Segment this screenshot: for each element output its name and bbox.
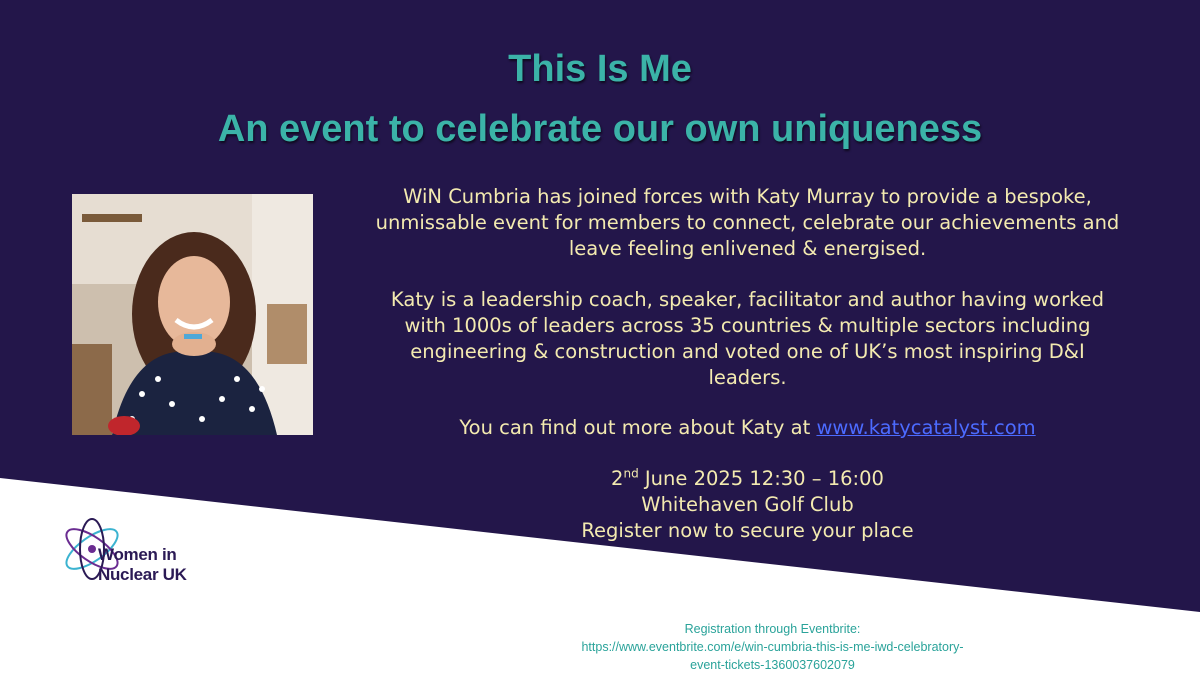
more-info-text: You can find out more about Katy at — [459, 416, 817, 439]
event-subtitle: An event to celebrate our own uniqueness — [217, 108, 983, 150]
more-info — [340, 415, 1155, 441]
intro-line: unmissable event for members to connect, celebrate our achievements and — [375, 211, 1120, 234]
eventbrite-url: https://www.eventbrite.com/e/win-cumbria-this-is-me-iwd-celebratory- — [581, 640, 964, 654]
bio-line: Katy is a leadership coach, speaker, facilitator and author having worked — [390, 288, 1105, 311]
intro-paragraph — [340, 184, 1155, 262]
event-day: 2 — [611, 467, 624, 490]
logo-line: Nuclear UK — [98, 565, 187, 584]
win-logo-text — [98, 545, 187, 585]
event-day-suffix: nd — [623, 466, 639, 481]
eventbrite-url-cont: event-tickets-1360037602079 — [690, 658, 855, 672]
event-date-time: June 2025 12:30 – 16:00 — [638, 467, 884, 490]
event-details — [340, 466, 1155, 544]
event-title: This Is Me — [508, 48, 692, 90]
register-cta: Register now to secure your place — [581, 519, 914, 542]
bio-line: with 1000s of leaders across 35 countries & multiple sectors including — [404, 314, 1091, 337]
logo-line: Women in — [98, 545, 177, 564]
bio-line: leaders. — [708, 366, 787, 389]
bio-line: engineering & construction and voted one of UK’s most inspiring D&I — [410, 340, 1085, 363]
intro-line: leave feeling enlivened & energised. — [568, 237, 927, 260]
speaker-photo — [72, 194, 313, 435]
intro-line: WiN Cumbria has joined forces with Katy Murray to provide a bespoke, — [403, 185, 1092, 208]
footer-line: Registration through Eventbrite: — [684, 622, 861, 636]
event-date — [340, 466, 1155, 492]
bio-paragraph — [340, 287, 1155, 391]
katy-website-link[interactable]: www.katycatalyst.com — [816, 416, 1036, 439]
registration-note — [520, 620, 1025, 674]
event-venue: Whitehaven Golf Club — [641, 493, 854, 516]
